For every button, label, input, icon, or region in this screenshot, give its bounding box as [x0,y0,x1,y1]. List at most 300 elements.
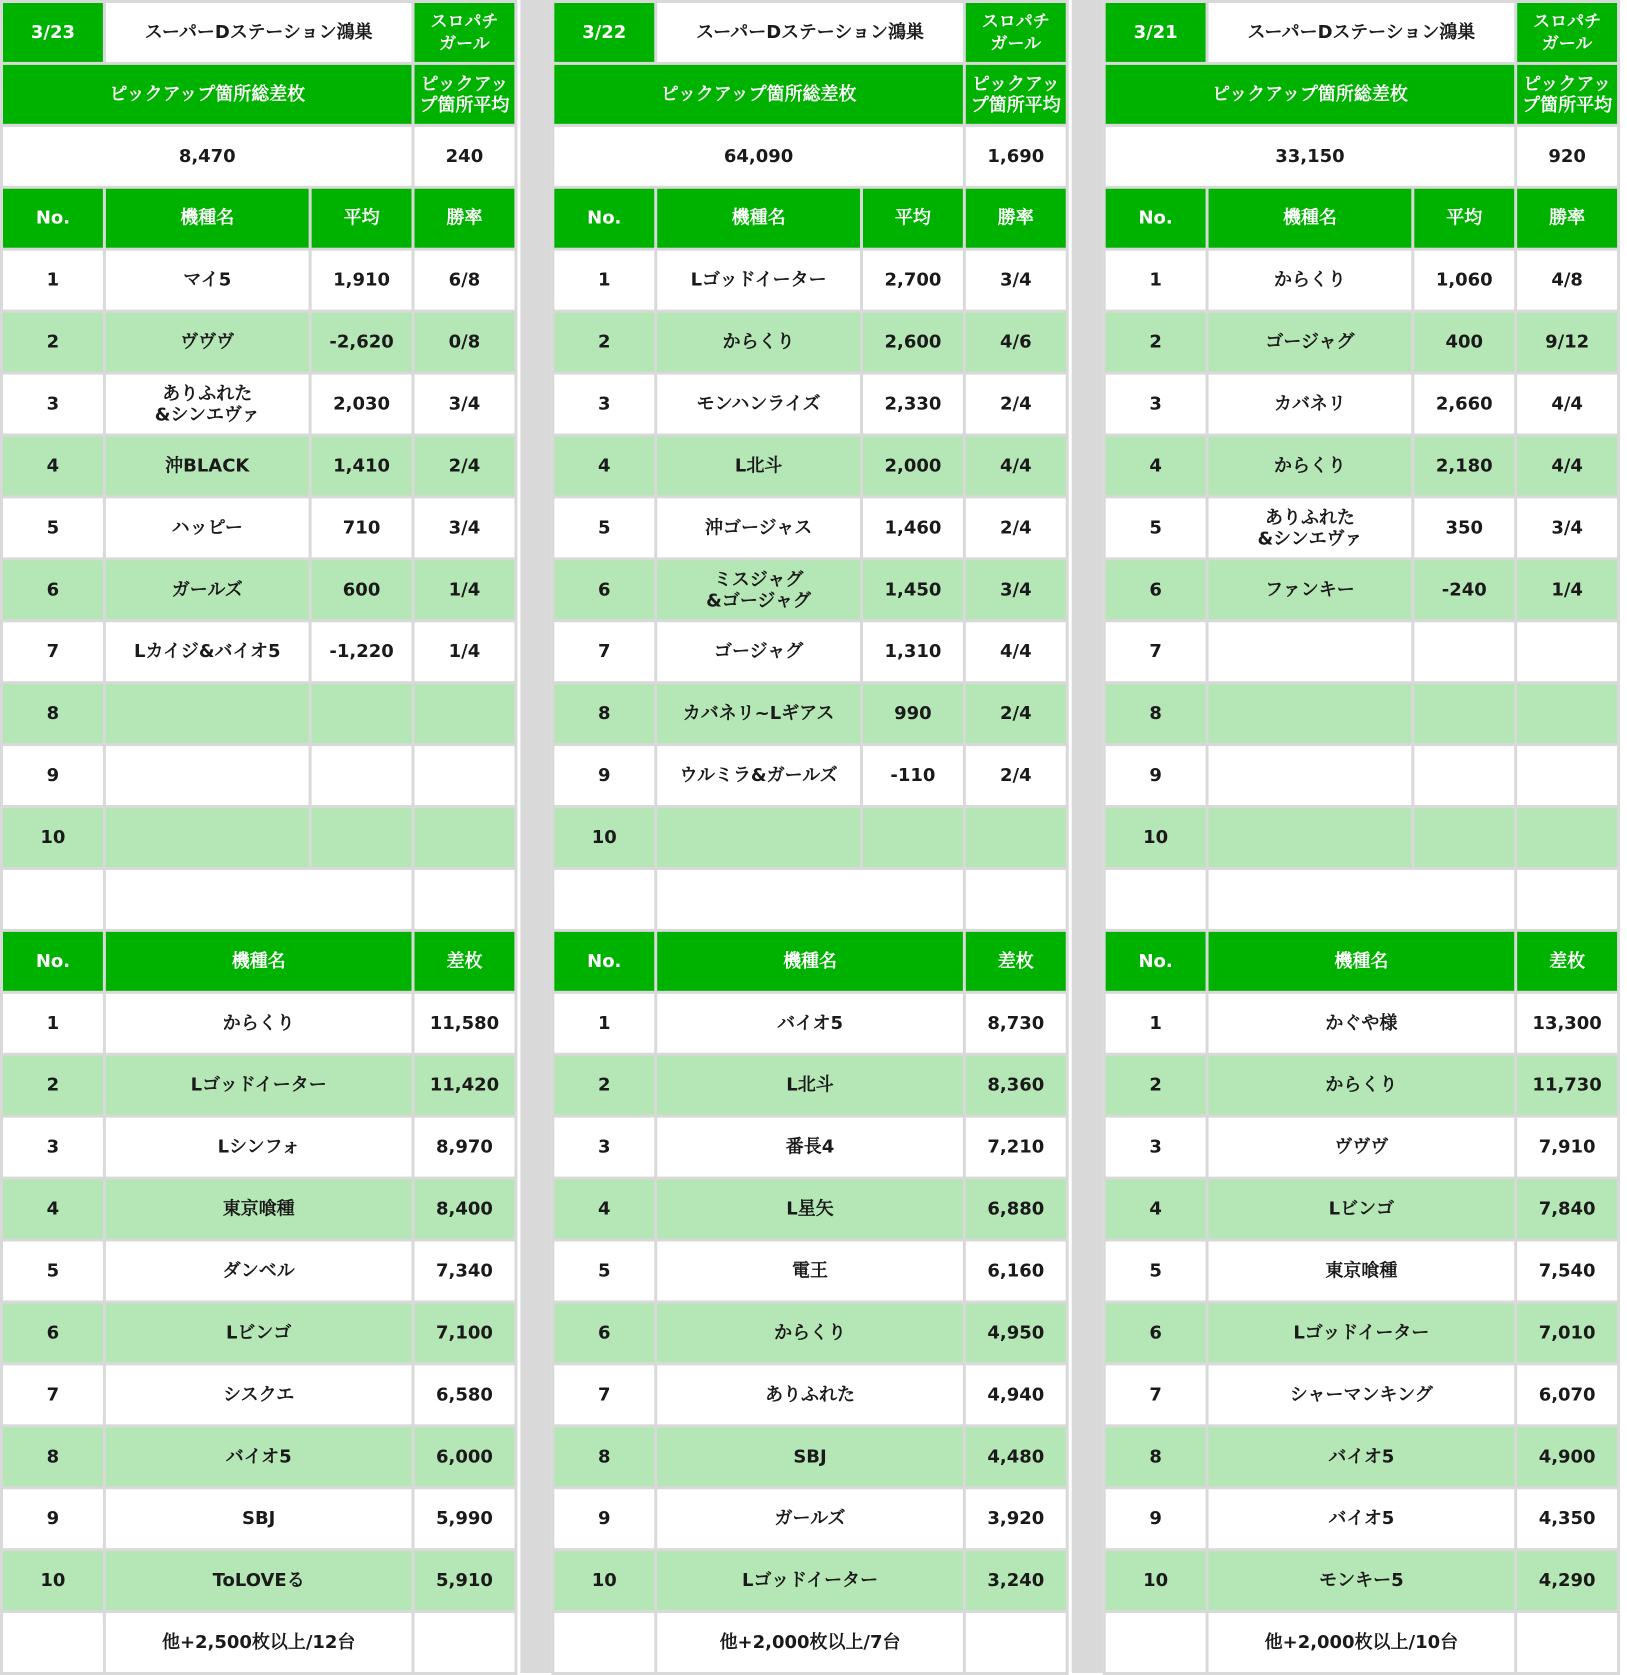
model-name: ToLOVEる [106,1551,412,1610]
model-name: かぐや様 [1209,994,1515,1053]
winrate-header: 勝率 [415,189,515,248]
top-row [1106,1303,1617,1362]
source-label: スロパチ ガール [415,3,515,62]
spacer-row [554,870,1065,929]
model-name [106,746,309,805]
model-name: 東京喰種 [1209,1242,1515,1301]
top-row [1106,994,1617,1053]
diff-value: 3,240 [966,1551,1066,1610]
date-label: 3/23 [3,3,103,62]
pickup-row [554,313,1065,372]
diff-value: 7,100 [415,1303,515,1362]
row-number: 5 [554,498,654,557]
model-name: ダンベル [106,1242,412,1301]
win-rate [1517,808,1617,867]
row-number: 6 [3,560,103,619]
model-name: 沖ゴージャス [657,498,860,557]
winrate-header: 勝率 [1517,189,1617,248]
diff-value: 7,540 [1517,1242,1617,1301]
model-name: Lゴッドイーター [657,1551,963,1610]
summary-total-header: ピックアップ箇所総差枚 [1106,65,1515,124]
row-number: 7 [554,1365,654,1424]
model-name: からくり [657,313,860,372]
model-name: ガールズ [106,560,309,619]
no-header: No. [554,189,654,248]
row-number: 3 [3,1118,103,1177]
average-value [312,746,412,805]
row-number: 2 [3,313,103,372]
model-name: からくり [1209,1056,1515,1115]
summary-header-row [1106,65,1617,124]
row-number: 10 [1106,808,1206,867]
top-diff-header: 差枚 [966,932,1066,991]
pickup-header-row [554,189,1065,248]
top-row [554,1118,1065,1177]
row-number: 4 [554,1180,654,1239]
pickup-row [1106,251,1617,310]
top-row [554,1551,1065,1610]
no-header: No. [1106,189,1206,248]
summary-total-header: ピックアップ箇所総差枚 [554,65,963,124]
spacer-cell [966,870,1066,929]
model-name: シャーマンキング [1209,1365,1515,1424]
results-table [551,0,1068,1675]
pickup-row [3,560,514,619]
pickup-row [3,375,514,434]
top-no-header: No. [554,932,654,991]
model-name: L星矢 [657,1180,963,1239]
pickup-row [1106,313,1617,372]
summary-average-value: 920 [1517,127,1617,186]
pickup-row [1106,746,1617,805]
row-number: 4 [1106,1180,1206,1239]
row-number: 6 [1106,560,1206,619]
win-rate: 1/4 [415,622,515,681]
row-number: 2 [554,313,654,372]
model-name: ヴヴヴ [106,313,309,372]
row-number: 5 [3,498,103,557]
date-column-3-23 [0,0,517,1675]
pickup-header-row [1106,189,1617,248]
row-number: 1 [3,994,103,1053]
top-model-header: 機種名 [106,932,412,991]
spacer-cell [554,870,654,929]
source-label: スロパチ ガール [1517,3,1617,62]
top-row [3,1303,514,1362]
diff-value: 8,400 [415,1180,515,1239]
pickup-row [3,746,514,805]
model-name: ファンキー [1209,560,1412,619]
model-name: ありふれた &シンエヴァ [1209,498,1412,557]
top-row [554,1303,1065,1362]
model-name: ガールズ [657,1489,963,1548]
model-name: Lゴッドイーター [106,1056,412,1115]
top-model-header: 機種名 [657,932,963,991]
date-column-3-21 [1103,0,1620,1675]
pickup-row [554,746,1065,805]
pickup-row [554,375,1065,434]
win-rate: 3/4 [1517,498,1617,557]
average-value: 1,060 [1414,251,1514,310]
summary-average-header: ピックアップ箇所平均 [415,65,515,124]
results-table [1103,0,1620,1675]
date-label: 3/22 [554,3,654,62]
diff-value: 7,010 [1517,1303,1617,1362]
win-rate: 3/4 [415,375,515,434]
spacer-cell [1209,870,1515,929]
footer-row [554,1613,1065,1672]
average-value [1414,684,1514,743]
diff-value: 11,730 [1517,1056,1617,1115]
row-number: 2 [1106,1056,1206,1115]
row-number: 3 [1106,1118,1206,1177]
win-rate [1517,746,1617,805]
pickup-row [3,436,514,495]
row-number: 4 [3,436,103,495]
footer-blank [3,1613,103,1672]
row-number: 2 [3,1056,103,1115]
model-name: ゴージャグ [1209,313,1412,372]
row-number: 10 [1106,1551,1206,1610]
date-label: 3/21 [1106,3,1206,62]
average-value: 990 [863,684,963,743]
model-name [1209,808,1412,867]
row-number: 3 [554,375,654,434]
win-rate: 4/8 [1517,251,1617,310]
top-model-header: 機種名 [1209,932,1515,991]
diff-value: 6,580 [415,1365,515,1424]
row-number: 4 [1106,436,1206,495]
average-value [312,684,412,743]
row-number: 8 [3,684,103,743]
model-name: バイオ5 [1209,1427,1515,1486]
row-number: 5 [3,1242,103,1301]
model-name: ありふれた &シンエヴァ [106,375,309,434]
row-number: 1 [1106,251,1206,310]
win-rate: 4/4 [966,436,1066,495]
row-number: 4 [3,1180,103,1239]
store-name: スーパーDステーション鴻巣 [106,3,412,62]
row-number: 8 [554,1427,654,1486]
average-value: 2,000 [863,436,963,495]
average-value [1414,622,1514,681]
top-row [3,1118,514,1177]
row-number: 9 [3,746,103,805]
row-number: 2 [1106,313,1206,372]
average-value: 600 [312,560,412,619]
footer-blank [554,1613,654,1672]
model-name: 沖BLACK [106,436,309,495]
diff-value: 6,000 [415,1427,515,1486]
model-name: バイオ5 [1209,1489,1515,1548]
diff-value: 6,160 [966,1242,1066,1301]
average-value: -1,220 [312,622,412,681]
diff-value: 4,950 [966,1303,1066,1362]
average-value: 710 [312,498,412,557]
model-name [106,684,309,743]
win-rate: 4/4 [966,622,1066,681]
win-rate: 1/4 [1517,560,1617,619]
diff-value: 7,910 [1517,1118,1617,1177]
summary-average-header: ピックアップ箇所平均 [966,65,1066,124]
model-header: 機種名 [657,189,860,248]
average-header: 平均 [312,189,412,248]
model-name: ハッピー [106,498,309,557]
top-row [1106,1118,1617,1177]
header-row [554,3,1065,62]
top-row [554,994,1065,1053]
model-name [1209,746,1412,805]
model-name: 電王 [657,1242,963,1301]
header-row [1106,3,1617,62]
pickup-row [554,808,1065,867]
no-header: No. [3,189,103,248]
pickup-row [554,684,1065,743]
row-number: 4 [554,436,654,495]
diff-value: 11,420 [415,1056,515,1115]
win-rate [415,746,515,805]
column-separator [1072,0,1103,1673]
model-name: モンキー5 [1209,1551,1515,1610]
pickup-row [3,313,514,372]
top-header-row [3,932,514,991]
top-row [1106,1365,1617,1424]
summary-average-value: 1,690 [966,127,1066,186]
model-name: モンハンライズ [657,375,860,434]
diff-value: 4,350 [1517,1489,1617,1548]
pickup-row [1106,808,1617,867]
row-number: 6 [554,560,654,619]
footer-note: 他+2,000枚以上/10台 [1209,1613,1515,1672]
summary-value-row [1106,127,1617,186]
average-header: 平均 [1414,189,1514,248]
model-name: マイ5 [106,251,309,310]
model-name: からくり [1209,251,1412,310]
win-rate: 6/8 [415,251,515,310]
average-value: 2,700 [863,251,963,310]
average-value: 2,660 [1414,375,1514,434]
win-rate: 2/4 [966,375,1066,434]
model-header: 機種名 [1209,189,1412,248]
summary-header-row [3,65,514,124]
model-name: ウルミラ&ガールズ [657,746,860,805]
row-number: 8 [1106,1427,1206,1486]
win-rate: 2/4 [966,684,1066,743]
average-value: 350 [1414,498,1514,557]
row-number: 1 [1106,994,1206,1053]
spacer-cell [415,870,515,929]
model-name: L北斗 [657,1056,963,1115]
row-number: 9 [3,1489,103,1548]
summary-average-value: 240 [415,127,515,186]
diff-value: 4,900 [1517,1427,1617,1486]
date-column-3-22 [551,0,1068,1675]
diff-value: 13,300 [1517,994,1617,1053]
model-name [106,808,309,867]
summary-header-row [554,65,1065,124]
win-rate [415,808,515,867]
top-row [1106,1489,1617,1548]
win-rate: 2/4 [415,436,515,495]
average-value: 2,030 [312,375,412,434]
row-number: 8 [554,684,654,743]
average-value: 2,330 [863,375,963,434]
diff-value: 4,290 [1517,1551,1617,1610]
pickup-row [554,251,1065,310]
win-rate: 4/6 [966,313,1066,372]
model-name [1209,684,1412,743]
top-row [1106,1551,1617,1610]
average-value: 1,460 [863,498,963,557]
row-number: 7 [1106,1365,1206,1424]
average-value: 1,450 [863,560,963,619]
row-number: 5 [1106,498,1206,557]
top-row [3,1365,514,1424]
model-name: Lビンゴ [1209,1180,1515,1239]
row-number: 10 [3,1551,103,1610]
top-row [554,1056,1065,1115]
row-number: 8 [3,1427,103,1486]
win-rate: 3/4 [966,560,1066,619]
row-number: 7 [554,622,654,681]
pickup-row [3,251,514,310]
row-number: 9 [554,746,654,805]
diff-value: 4,940 [966,1365,1066,1424]
win-rate: 2/4 [966,746,1066,805]
pickup-row [3,622,514,681]
average-value: 2,600 [863,313,963,372]
pickup-row [554,560,1065,619]
results-table [0,0,517,1675]
pickup-row [554,622,1065,681]
top-row [3,1427,514,1486]
row-number: 6 [554,1303,654,1362]
model-name: L北斗 [657,436,860,495]
row-number: 10 [554,808,654,867]
pickup-row [1106,622,1617,681]
model-name: Lゴッドイーター [657,251,860,310]
row-number: 9 [1106,1489,1206,1548]
spacer-cell [657,870,963,929]
row-number: 6 [3,1303,103,1362]
model-name: Lシンフォ [106,1118,412,1177]
win-rate: 4/4 [1517,436,1617,495]
average-header: 平均 [863,189,963,248]
top-diff-header: 差枚 [415,932,515,991]
diff-value: 7,210 [966,1118,1066,1177]
win-rate [1517,684,1617,743]
average-value: -110 [863,746,963,805]
top-no-header: No. [1106,932,1206,991]
model-name: からくり [106,994,412,1053]
model-name: SBJ [106,1489,412,1548]
row-number: 7 [1106,622,1206,681]
average-value [1414,808,1514,867]
average-value: 1,410 [312,436,412,495]
top-row [3,994,514,1053]
model-name: Lゴッドイーター [1209,1303,1515,1362]
spacer-cell [1106,870,1206,929]
row-number: 5 [554,1242,654,1301]
summary-total-value: 64,090 [554,127,963,186]
average-value: -240 [1414,560,1514,619]
footer-note: 他+2,500枚以上/12台 [106,1613,412,1672]
win-rate [415,684,515,743]
top-diff-header: 差枚 [1517,932,1617,991]
row-number: 9 [554,1489,654,1548]
pickup-row [1106,560,1617,619]
row-number: 1 [554,994,654,1053]
row-number: 3 [3,375,103,434]
model-name [1209,622,1412,681]
model-name: からくり [1209,436,1412,495]
win-rate: 4/4 [1517,375,1617,434]
pickup-row [1106,498,1617,557]
average-value [312,808,412,867]
diff-value: 7,840 [1517,1180,1617,1239]
diff-value: 11,580 [415,994,515,1053]
footer-blank [415,1613,515,1672]
footer-blank [1106,1613,1206,1672]
top-row [1106,1242,1617,1301]
average-value: -2,620 [312,313,412,372]
footer-row [3,1613,514,1672]
pickup-header-row [3,189,514,248]
summary-total-value: 33,150 [1106,127,1515,186]
win-rate [966,808,1066,867]
spacer-row [3,870,514,929]
summary-total-header: ピックアップ箇所総差枚 [3,65,412,124]
top-row [1106,1180,1617,1239]
footer-note: 他+2,000枚以上/7台 [657,1613,963,1672]
pickup-row [3,684,514,743]
row-number: 8 [1106,684,1206,743]
diff-value: 3,920 [966,1489,1066,1548]
model-name: ゴージャグ [657,622,860,681]
diff-value: 6,070 [1517,1365,1617,1424]
spacer-cell [106,870,412,929]
average-value: 2,180 [1414,436,1514,495]
pickup-row [1106,436,1617,495]
model-name: バイオ5 [106,1427,412,1486]
row-number: 1 [554,251,654,310]
pickup-row [3,498,514,557]
store-name: スーパーDステーション鴻巣 [1209,3,1515,62]
row-number: 9 [1106,746,1206,805]
pickup-row [1106,375,1617,434]
model-name: バイオ5 [657,994,963,1053]
diff-value: 4,480 [966,1427,1066,1486]
win-rate: 3/4 [415,498,515,557]
diff-value: 5,910 [415,1551,515,1610]
spacer-row [1106,870,1617,929]
row-number: 5 [1106,1242,1206,1301]
row-number: 7 [3,622,103,681]
diff-value: 8,730 [966,994,1066,1053]
row-number: 2 [554,1056,654,1115]
column-separator [520,0,551,1673]
model-header: 機種名 [106,189,309,248]
model-name: からくり [657,1303,963,1362]
row-number: 10 [554,1551,654,1610]
model-name: Lカイジ&バイオ5 [106,622,309,681]
summary-average-header: ピックアップ箇所平均 [1517,65,1617,124]
spacer-cell [3,870,103,929]
summary-value-row [3,127,514,186]
top-row [1106,1056,1617,1115]
summary-value-row [554,127,1065,186]
model-name: シスクエ [106,1365,412,1424]
